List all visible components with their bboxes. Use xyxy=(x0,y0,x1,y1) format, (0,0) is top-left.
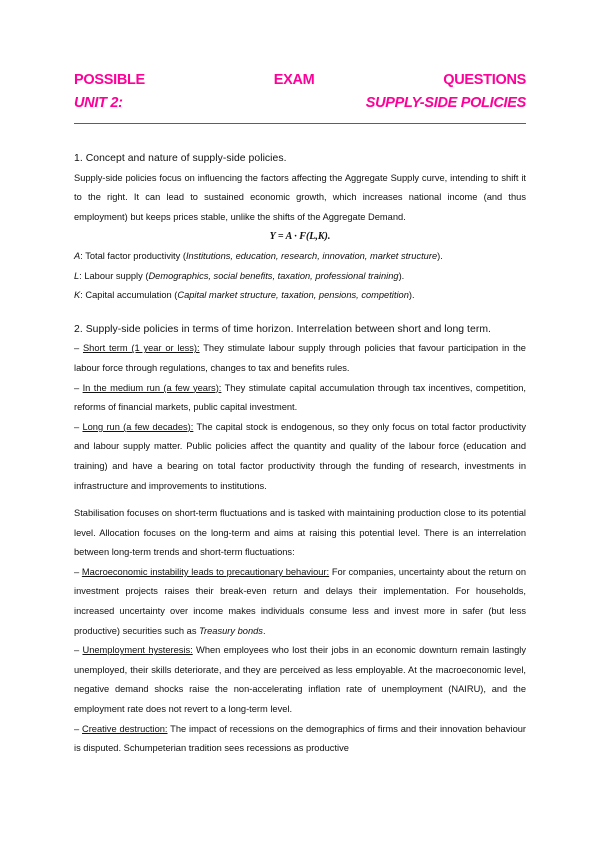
term-text: When employees who lost their jobs in an economic downturn remain lastingly unemployed, their skills deteriorate, and they are perceived as less employable. At the macroeconomic level, negative demand shocks raise the non-accelerating inflation rate of unemployment (NAIRU), and the employment rate does not revert to a long-term level. xyxy=(74,645,526,715)
definition-symbol: L xyxy=(74,270,80,281)
dash: – xyxy=(74,645,83,656)
spacer xyxy=(74,306,526,320)
definition-end: ). xyxy=(408,290,415,301)
term-italic: Treasury bonds xyxy=(199,625,263,636)
term: Short term (1 year or less): xyxy=(82,343,200,354)
definition-k xyxy=(74,286,526,306)
term-text: They stimulate labour supply through policies that favour participation in the labour force through regulations, changes to tax and benefits rules. xyxy=(74,343,526,373)
dash: – xyxy=(74,723,82,734)
title-line-2 xyxy=(74,95,526,111)
unit-title: SUPPLY-SIDE POLICIES xyxy=(365,95,526,111)
definition-examples: Institutions, education, research, innovation, market structure xyxy=(185,250,438,261)
section-1-heading: 1. Concept and nature of supply-side policies. xyxy=(74,153,287,164)
term-text: The capital stock is endogenous, so they only focus on total factor productivity and labour supply matter. Public policies affect the quantity and quality of the labour force (education and training) and have a bearing on total factor productivity through the funding of research, investments in infrastructure and improvements to institutions. xyxy=(74,421,526,491)
dash: – xyxy=(74,421,83,432)
term: Macroeconomic instability leads to precautionary behaviour: xyxy=(81,566,330,577)
horizon-medium xyxy=(74,379,526,418)
term: In the medium run (a few years): xyxy=(82,382,222,393)
term: Long run (a few decades): xyxy=(82,421,194,432)
definition-examples: Demographics, social benefits, taxation, professional training xyxy=(148,270,399,281)
stabilisation-paragraph: Stabilisation focuses on short-term fluctuations and is tasked with maintaining production close to its potential level. Allocation focuses on the long-term and aims at raising this potential level. There is an interrelation between long-term trends and short-term fluctuations: xyxy=(74,508,526,558)
horizon-short xyxy=(74,339,526,378)
title-word-exam: EXAM xyxy=(273,72,315,88)
production-formula: Y = A · F(L,K). xyxy=(269,231,331,243)
definition-symbol: K xyxy=(74,290,81,301)
header-divider xyxy=(74,123,526,124)
term-end: . xyxy=(262,625,266,636)
definition-end: ). xyxy=(437,250,443,261)
horizon-long xyxy=(74,418,526,496)
definition-label: : Capital accumulation ( xyxy=(80,290,178,301)
definition-label: : Labour supply ( xyxy=(79,270,149,281)
interrelation-creative-destruction xyxy=(74,720,526,759)
term-text: The impact of recessions on the demographics of firms and their innovation behaviour is disputed. Schumpeterian tradition sees recessions as productive xyxy=(74,723,527,754)
document-body xyxy=(74,149,526,759)
term: Unemployment hysteresis: xyxy=(82,645,193,656)
term: Creative destruction: xyxy=(82,723,168,734)
unit-label: UNIT 2: xyxy=(74,95,123,111)
dash: – xyxy=(74,566,82,577)
term-text: They stimulate capital accumulation through tax incentives, competition, reforms of financial markets, public capital investment. xyxy=(74,382,527,413)
dash: – xyxy=(74,343,83,354)
spacer xyxy=(74,496,526,504)
title-word-questions: QUESTIONS xyxy=(443,72,526,88)
definition-end: ). xyxy=(398,270,405,281)
section-2-heading: 2. Supply-side policies in terms of time horizon. Interrelation between short and long term. xyxy=(74,323,491,335)
term-text: For companies, uncertainty about the return on investment projects raises their break-even return and delays their implementation. For households, increased uncertainty over income makes individuals consume less and invest more in safer (but less productive) securities such as xyxy=(74,566,526,636)
definition-l xyxy=(74,267,526,287)
title-line-1 xyxy=(74,72,526,88)
section-1-intro: Supply-side policies focus on influencing the factors affecting the Aggregate Supply curve, intending to shift it to the right. It can lead to sustained economic growth, which increases national income (and thus employment) but keeps prices stable, unlike the shifts of the Aggregate Demand. xyxy=(74,172,526,222)
definition-symbol: A xyxy=(74,250,81,261)
definition-a xyxy=(74,247,526,267)
definition-label: : Total factor productivity ( xyxy=(80,250,186,261)
definition-examples: Capital market structure, taxation, pensions, competition xyxy=(177,290,409,301)
interrelation-precaution xyxy=(74,563,526,641)
title-word-possible: POSSIBLE xyxy=(74,72,145,88)
interrelation-hysteresis xyxy=(74,641,526,719)
dash: – xyxy=(74,382,83,393)
